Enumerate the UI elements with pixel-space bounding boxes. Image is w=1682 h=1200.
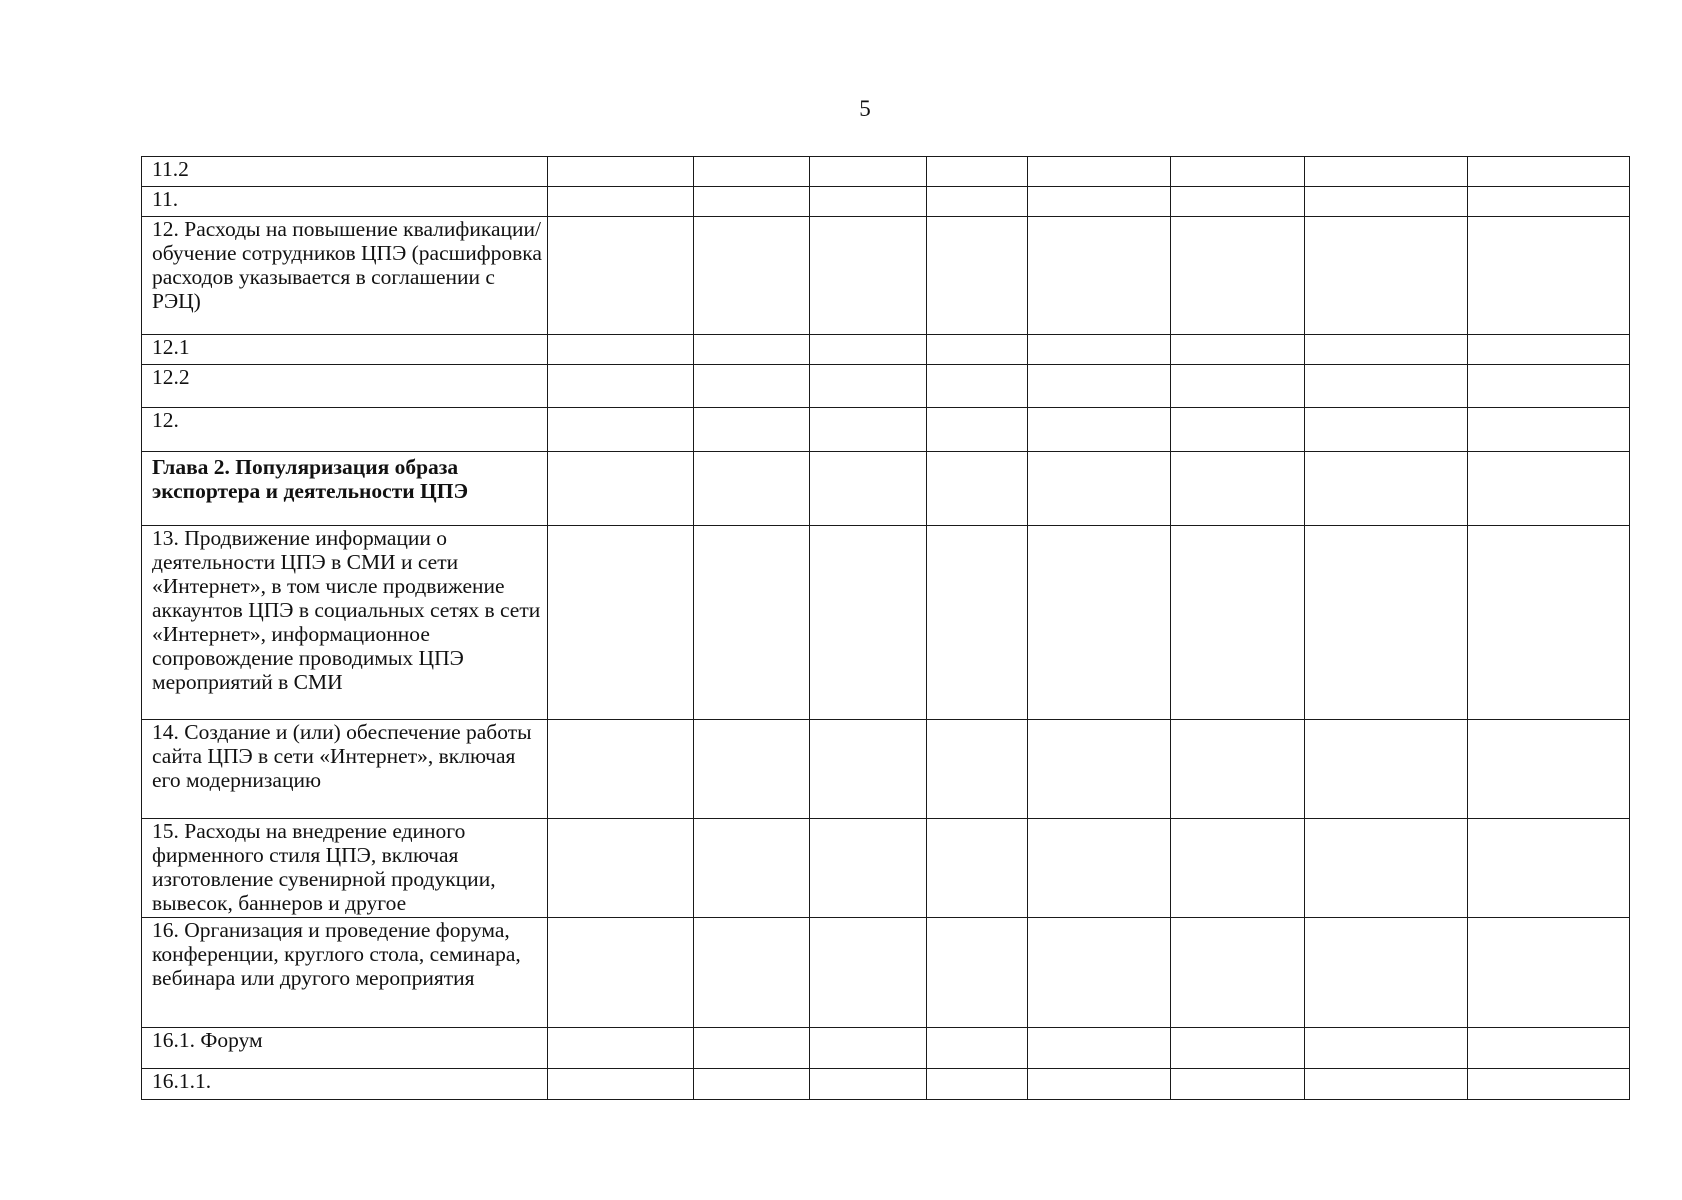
- empty-cell: [810, 157, 927, 187]
- row-label-cell: 16.1.1.: [142, 1069, 548, 1100]
- row-label-cell: 12.2: [142, 365, 548, 408]
- table-row: [142, 720, 1630, 819]
- empty-cell: [548, 452, 694, 526]
- empty-cell: [1305, 1028, 1468, 1069]
- empty-cell: [548, 1028, 694, 1069]
- empty-cell: [927, 335, 1028, 365]
- empty-cell: [1028, 1069, 1171, 1100]
- table-row: [142, 1028, 1630, 1069]
- empty-cell: [1305, 819, 1468, 918]
- empty-cell: [1305, 335, 1468, 365]
- row-label-cell: 11.2: [142, 157, 548, 187]
- empty-cell: [810, 819, 927, 918]
- empty-cell: [810, 408, 927, 452]
- empty-cell: [1028, 408, 1171, 452]
- empty-cell: [694, 452, 810, 526]
- empty-cell: [1028, 819, 1171, 918]
- row-label-cell: 11.: [142, 187, 548, 217]
- empty-cell: [927, 1028, 1028, 1069]
- empty-cell: [927, 720, 1028, 819]
- empty-cell: [927, 1069, 1028, 1100]
- empty-cell: [927, 526, 1028, 720]
- empty-cell: [1171, 1069, 1305, 1100]
- row-label-cell: 14. Создание и (или) обеспечение работы сайта ЦПЭ в сети «Интернет», включая его модернизацию: [142, 720, 548, 819]
- empty-cell: [548, 720, 694, 819]
- table-row: [142, 187, 1630, 217]
- empty-cell: [1305, 720, 1468, 819]
- empty-cell: [927, 365, 1028, 408]
- empty-cell: [927, 217, 1028, 335]
- empty-cell: [927, 452, 1028, 526]
- empty-cell: [810, 720, 927, 819]
- empty-cell: [548, 1069, 694, 1100]
- table-row: [142, 452, 1630, 526]
- empty-cell: [1468, 918, 1630, 1028]
- empty-cell: [1171, 335, 1305, 365]
- empty-cell: [1028, 335, 1171, 365]
- table-row: [142, 526, 1630, 720]
- empty-cell: [1171, 217, 1305, 335]
- empty-cell: [1171, 408, 1305, 452]
- empty-cell: [927, 408, 1028, 452]
- empty-cell: [1305, 217, 1468, 335]
- empty-cell: [1171, 526, 1305, 720]
- empty-cell: [810, 452, 927, 526]
- empty-cell: [927, 157, 1028, 187]
- row-label-cell: 12.: [142, 408, 548, 452]
- empty-cell: [1468, 452, 1630, 526]
- empty-cell: [927, 187, 1028, 217]
- table-row: [142, 1069, 1630, 1100]
- empty-cell: [810, 1028, 927, 1069]
- row-label-cell: 12. Расходы на повышение квалификации/обучение сотрудников ЦПЭ (расшифровка расходов указывается в соглашении с РЭЦ): [142, 217, 548, 335]
- empty-cell: [548, 335, 694, 365]
- empty-cell: [694, 335, 810, 365]
- empty-cell: [694, 408, 810, 452]
- empty-cell: [1305, 1069, 1468, 1100]
- empty-cell: [1028, 452, 1171, 526]
- empty-cell: [1305, 157, 1468, 187]
- empty-cell: [1171, 1028, 1305, 1069]
- empty-cell: [694, 1069, 810, 1100]
- empty-cell: [1305, 408, 1468, 452]
- empty-cell: [1468, 819, 1630, 918]
- empty-cell: [1171, 187, 1305, 217]
- table-row: [142, 408, 1630, 452]
- empty-cell: [927, 918, 1028, 1028]
- row-label-cell: 16.1. Форум: [142, 1028, 548, 1069]
- empty-cell: [548, 408, 694, 452]
- empty-cell: [1171, 819, 1305, 918]
- empty-cell: [694, 187, 810, 217]
- empty-cell: [1028, 720, 1171, 819]
- empty-cell: [694, 819, 810, 918]
- empty-cell: [694, 526, 810, 720]
- row-label-cell: 13. Продвижение информации о деятельности ЦПЭ в СМИ и сети «Интернет», в том числе продвижение аккаунтов ЦПЭ в социальных сетях в сети «Интернет», информационное сопровождение проводимых ЦПЭ мероприятий в СМИ: [142, 526, 548, 720]
- empty-cell: [1028, 526, 1171, 720]
- empty-cell: [1028, 187, 1171, 217]
- empty-cell: [548, 157, 694, 187]
- empty-cell: [1468, 1028, 1630, 1069]
- empty-cell: [1171, 157, 1305, 187]
- empty-cell: [694, 918, 810, 1028]
- empty-cell: [1468, 365, 1630, 408]
- row-label-cell: 15. Расходы на внедрение единого фирменного стиля ЦПЭ, включая изготовление сувенирной продукции, вывесок, баннеров и другое: [142, 819, 548, 918]
- empty-cell: [548, 187, 694, 217]
- empty-cell: [548, 526, 694, 720]
- empty-cell: [927, 819, 1028, 918]
- empty-cell: [694, 1028, 810, 1069]
- empty-cell: [1305, 918, 1468, 1028]
- empty-cell: [1468, 526, 1630, 720]
- empty-cell: [1468, 1069, 1630, 1100]
- row-label-cell: 16. Организация и проведение форума, конференции, круглого стола, семинара, вебинара или другого мероприятия: [142, 918, 548, 1028]
- row-label-cell: Глава 2. Популяризация образа экспортера и деятельности ЦПЭ: [142, 452, 548, 526]
- empty-cell: [1171, 918, 1305, 1028]
- empty-cell: [694, 365, 810, 408]
- empty-cell: [1028, 217, 1171, 335]
- empty-cell: [1028, 365, 1171, 408]
- empty-cell: [810, 1069, 927, 1100]
- page-number: 5: [859, 96, 871, 121]
- empty-cell: [548, 217, 694, 335]
- row-label-cell: 12.1: [142, 335, 548, 365]
- empty-cell: [1468, 157, 1630, 187]
- empty-cell: [1171, 365, 1305, 408]
- empty-cell: [1468, 217, 1630, 335]
- empty-cell: [1468, 187, 1630, 217]
- empty-cell: [548, 365, 694, 408]
- empty-cell: [694, 157, 810, 187]
- empty-cell: [1468, 408, 1630, 452]
- empty-cell: [1028, 157, 1171, 187]
- empty-cell: [1028, 918, 1171, 1028]
- empty-cell: [1171, 720, 1305, 819]
- empty-cell: [810, 187, 927, 217]
- empty-cell: [810, 365, 927, 408]
- empty-cell: [810, 335, 927, 365]
- empty-cell: [810, 217, 927, 335]
- table-row: [142, 819, 1630, 918]
- empty-cell: [1305, 187, 1468, 217]
- table-row: [142, 918, 1630, 1028]
- empty-cell: [1028, 1028, 1171, 1069]
- empty-cell: [694, 720, 810, 819]
- empty-cell: [1468, 335, 1630, 365]
- table-row: [142, 157, 1630, 187]
- empty-cell: [1305, 452, 1468, 526]
- table-row: [142, 217, 1630, 335]
- empty-cell: [1305, 365, 1468, 408]
- empty-cell: [694, 217, 810, 335]
- empty-cell: [810, 918, 927, 1028]
- table-row: [142, 365, 1630, 408]
- empty-cell: [548, 819, 694, 918]
- table-body: [142, 157, 1630, 1100]
- budget-table: [141, 156, 1630, 1100]
- table-row: [142, 335, 1630, 365]
- empty-cell: [810, 526, 927, 720]
- empty-cell: [1468, 720, 1630, 819]
- empty-cell: [1305, 526, 1468, 720]
- empty-cell: [548, 918, 694, 1028]
- empty-cell: [1171, 452, 1305, 526]
